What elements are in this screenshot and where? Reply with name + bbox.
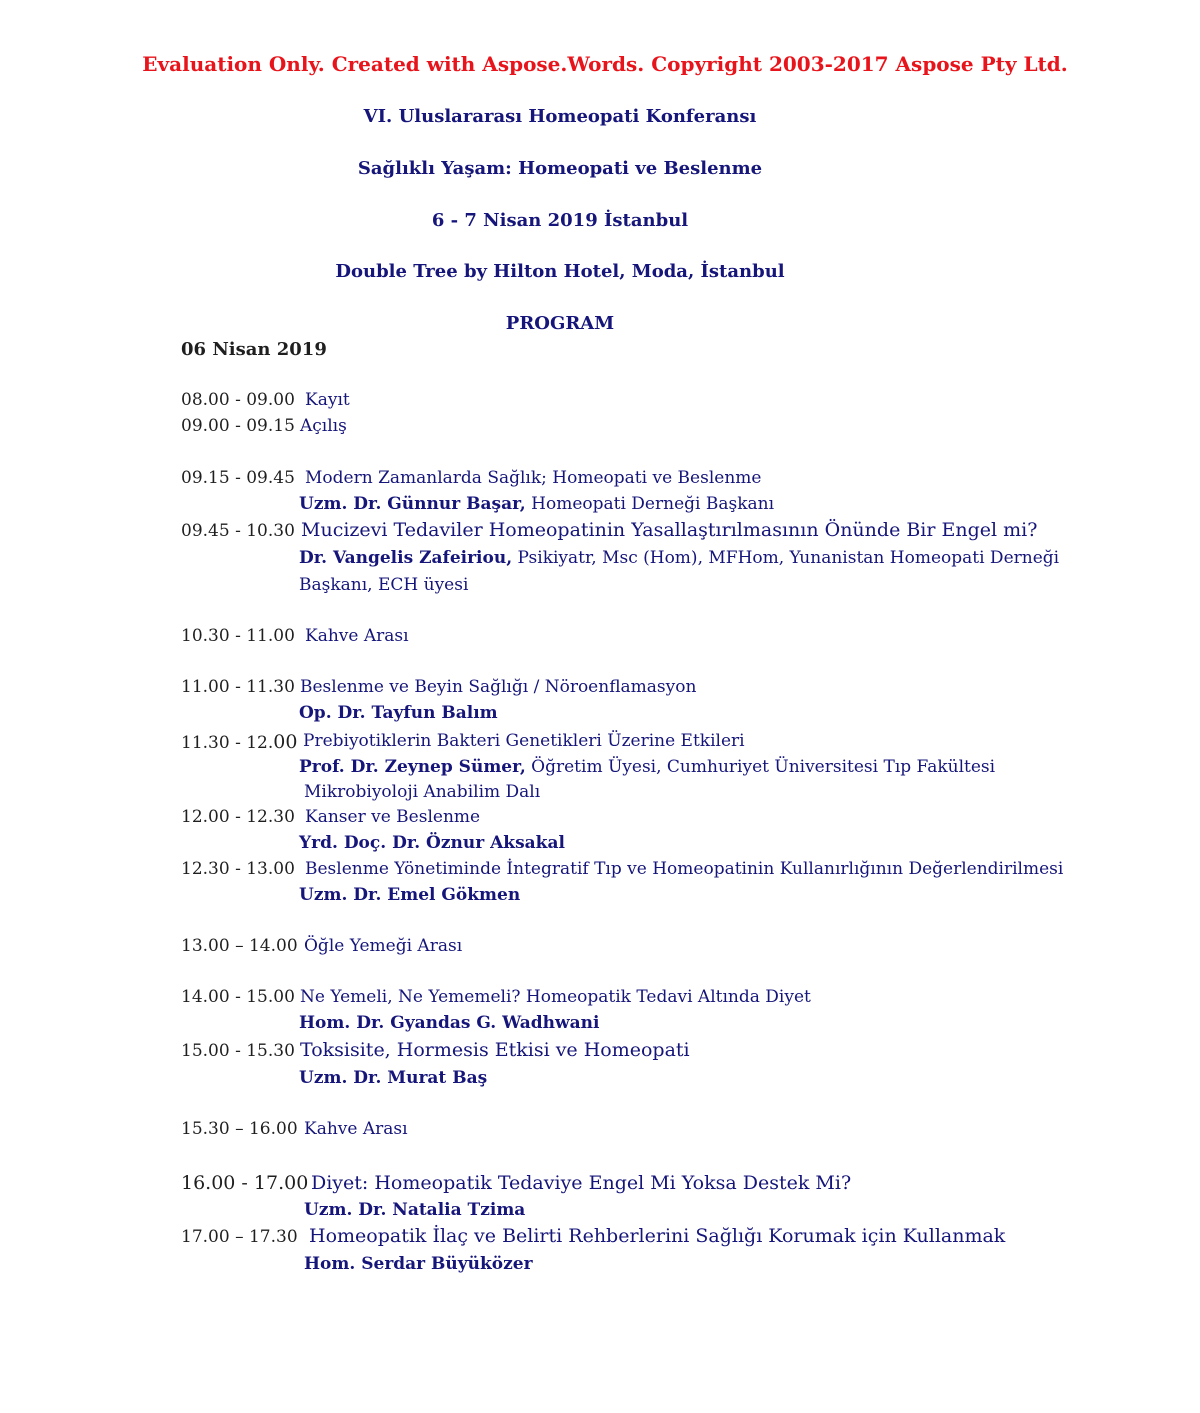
session-time: 09.00 - 09.15 bbox=[181, 416, 295, 436]
day-heading: 06 Nisan 2019 bbox=[181, 339, 327, 360]
session-time: 09.45 - 10.30 bbox=[181, 521, 295, 541]
session-title: Kahve Arası bbox=[304, 1119, 408, 1139]
session-speaker bbox=[304, 1254, 533, 1274]
time-suffix: 00 bbox=[273, 731, 298, 753]
session-speaker bbox=[299, 1068, 487, 1088]
speaker-name: Yrd. Doç. Dr. Öznur Aksakal bbox=[299, 833, 565, 853]
session-speaker bbox=[299, 494, 774, 514]
speaker-role-continued: Başkanı, ECH üyesi bbox=[299, 575, 469, 595]
session-speaker bbox=[299, 548, 1059, 568]
time-prefix: 11.30 - 12. bbox=[181, 733, 274, 753]
conference-title: VI. Uluslararası Homeopati Konferansı bbox=[363, 106, 757, 127]
session-title: Diyet: Homeopatik Tedaviye Engel Mi Yoksa Destek Mi? bbox=[311, 1172, 852, 1194]
evaluation-watermark: Evaluation Only. Created with Aspose.Words. Copyright 2003-2017 Aspose Pty Ltd. bbox=[142, 52, 1068, 76]
speaker-name: Uzm. Dr. Günnur Başar, bbox=[299, 494, 526, 514]
conference-venue: Double Tree by Hilton Hotel, Moda, İstanbul bbox=[335, 261, 785, 282]
session-title: Beslenme ve Beyin Sağlığı / Nöroenflamasyon bbox=[300, 677, 697, 697]
speaker-name: Hom. Serdar Büyüközer bbox=[304, 1254, 533, 1274]
speaker-name: Dr. Vangelis Zafeiriou, bbox=[299, 548, 513, 568]
session-title: Ne Yemeli, Ne Yememeli? Homeopatik Tedavi Altında Diyet bbox=[300, 987, 811, 1007]
session-title: Beslenme Yönetiminde İntegratif Tıp ve Homeopatinin Kullanırlığının Değerlendirilmesi bbox=[305, 859, 1064, 879]
session-time: 17.00 – 17.30 bbox=[181, 1227, 298, 1247]
session-time: 10.30 - 11.00 bbox=[181, 626, 295, 646]
session-time: 16.00 - 17.00 bbox=[181, 1172, 309, 1194]
session-speaker bbox=[304, 1200, 525, 1220]
session-speaker bbox=[299, 1013, 599, 1033]
session-title: Homeopatik İlaç ve Belirti Rehberlerini Sağlığı Korumak için Kullanmak bbox=[309, 1225, 1006, 1247]
speaker-name: Uzm. Dr. Murat Baş bbox=[299, 1068, 488, 1088]
session-time: 11.00 - 11.30 bbox=[181, 677, 295, 697]
speaker-name: Op. Dr. Tayfun Balım bbox=[299, 703, 498, 723]
session-speaker bbox=[299, 833, 565, 853]
speaker-role: Homeopati Derneği Başkanı bbox=[525, 494, 775, 514]
speaker-name: Prof. Dr. Zeynep Sümer, bbox=[299, 757, 526, 777]
session-time: 12.30 - 13.00 bbox=[181, 859, 295, 879]
conference-date-place: 6 - 7 Nisan 2019 İstanbul bbox=[431, 210, 689, 231]
session-title: Toksisite, Hormesis Etkisi ve Homeopati bbox=[300, 1039, 690, 1061]
session-title: Prebiyotiklerin Bakteri Genetikleri Üzerine Etkileri bbox=[303, 731, 745, 751]
session-time: 15.30 – 16.00 bbox=[181, 1119, 298, 1139]
session-title: Öğle Yemeği Arası bbox=[304, 936, 463, 956]
speaker-name: Uzm. Dr. Emel Gökmen bbox=[299, 885, 521, 905]
session-speaker bbox=[299, 703, 498, 723]
session-title: Kanser ve Beslenme bbox=[305, 807, 481, 827]
session-time: 09.15 - 09.45 bbox=[181, 468, 295, 488]
session-time: 15.00 - 15.30 bbox=[181, 1041, 295, 1061]
program-heading: PROGRAM bbox=[505, 313, 615, 334]
session-time: 14.00 - 15.00 bbox=[181, 987, 295, 1007]
session-title: Kayıt bbox=[305, 390, 350, 410]
session-speaker bbox=[299, 885, 520, 905]
speaker-name: Uzm. Dr. Natalia Tzima bbox=[304, 1200, 526, 1220]
speaker-role: Psikiyatr, Msc (Hom), MFHom, Yunanistan Homeopati Derneği bbox=[512, 548, 1060, 568]
speaker-role-continued: Mikrobiyoloji Anabilim Dalı bbox=[304, 782, 541, 802]
session-title: Modern Zamanlarda Sağlık; Homeopati ve Beslenme bbox=[305, 468, 762, 488]
conference-theme: Sağlıklı Yaşam: Homeopati ve Beslenme bbox=[357, 158, 763, 179]
session-time: 08.00 - 09.00 bbox=[181, 390, 295, 410]
session-title: Mucizevi Tedaviler Homeopatinin Yasallaştırılmasının Önünde Bir Engel mi? bbox=[301, 519, 1038, 541]
session-speaker bbox=[299, 757, 995, 777]
speaker-name: Hom. Dr. Gyandas G. Wadhwani bbox=[299, 1013, 600, 1033]
session-title: Açılış bbox=[300, 416, 347, 436]
speaker-role: Öğretim Üyesi, Cumhuriyet Üniversitesi Tıp Fakültesi bbox=[525, 757, 996, 777]
session-time: 13.00 – 14.00 bbox=[181, 936, 298, 956]
session-time bbox=[181, 731, 297, 753]
session-title: Kahve Arası bbox=[305, 626, 409, 646]
session-time: 12.00 - 12.30 bbox=[181, 807, 295, 827]
